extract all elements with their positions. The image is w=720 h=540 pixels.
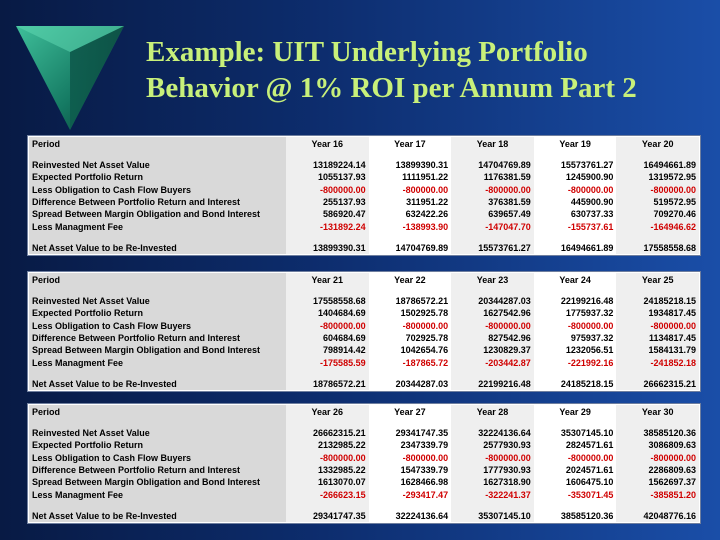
total-value-cell: 18786572.21 xyxy=(286,378,369,390)
spacer-cell xyxy=(369,286,452,295)
value-cell: 632422.26 xyxy=(369,208,452,220)
value-cell: 1606475.10 xyxy=(534,476,617,488)
value-cell: 35307145.10 xyxy=(534,427,617,439)
spacer-cell xyxy=(616,286,699,295)
value-cell: 2024571.61 xyxy=(534,464,617,476)
table-row xyxy=(29,171,699,183)
spacer-cell xyxy=(286,233,369,242)
value-cell: 604684.69 xyxy=(286,332,369,344)
spacer-row xyxy=(29,286,699,295)
spacer-cell xyxy=(29,286,286,295)
spacer-cell xyxy=(534,233,617,242)
value-cell: -187865.72 xyxy=(369,356,452,368)
value-cell: 2347339.79 xyxy=(369,439,452,451)
row-label: Less Managment Fee xyxy=(29,220,286,232)
spacer-cell xyxy=(451,150,534,159)
value-cell: -800000.00 xyxy=(369,320,452,332)
spacer-row xyxy=(29,150,699,159)
total-value-cell: 42048776.16 xyxy=(616,510,699,522)
value-cell: -800000.00 xyxy=(534,320,617,332)
value-cell: 26662315.21 xyxy=(286,427,369,439)
value-cell: 32224136.64 xyxy=(451,427,534,439)
value-cell: 1775937.32 xyxy=(534,307,617,319)
value-cell: 639657.49 xyxy=(451,208,534,220)
value-cell: -155737.61 xyxy=(534,220,617,232)
row-label: Less Managment Fee xyxy=(29,488,286,500)
header-row xyxy=(29,405,699,418)
row-label: Expected Portfolio Return xyxy=(29,307,286,319)
value-cell: 1613070.07 xyxy=(286,476,369,488)
spacer-cell xyxy=(369,150,452,159)
value-cell: 14704769.89 xyxy=(451,159,534,171)
value-cell: -800000.00 xyxy=(451,320,534,332)
value-cell: 3086809.63 xyxy=(616,439,699,451)
value-cell: 17558558.68 xyxy=(286,295,369,307)
table-row xyxy=(29,427,699,439)
row-label: Difference Between Portfolio Return and Interest xyxy=(29,464,286,476)
year-header: Year 23 xyxy=(451,273,534,286)
value-cell: 586920.47 xyxy=(286,208,369,220)
value-cell: -266623.15 xyxy=(286,488,369,500)
total-value-cell: 15573761.27 xyxy=(451,242,534,254)
value-cell: 519572.95 xyxy=(616,196,699,208)
spacer-cell xyxy=(29,418,286,427)
value-cell: 24185218.15 xyxy=(616,295,699,307)
table-row xyxy=(29,196,699,208)
spacer-cell xyxy=(451,233,534,242)
value-cell: -385851.20 xyxy=(616,488,699,500)
spacer-cell xyxy=(616,150,699,159)
year-header: Year 30 xyxy=(616,405,699,418)
table-row xyxy=(29,320,699,332)
value-cell: 1628466.98 xyxy=(369,476,452,488)
value-cell: -800000.00 xyxy=(286,184,369,196)
value-cell: 13899390.31 xyxy=(369,159,452,171)
total-value-cell: 17558558.68 xyxy=(616,242,699,254)
row-label: Expected Portfolio Return xyxy=(29,439,286,451)
value-cell: 1111951.22 xyxy=(369,171,452,183)
spacer-cell xyxy=(369,418,452,427)
row-label: Spread Between Margin Obligation and Bond Interest xyxy=(29,208,286,220)
table-row xyxy=(29,344,699,356)
total-value-cell: 38585120.36 xyxy=(534,510,617,522)
total-value-cell: 22199216.48 xyxy=(451,378,534,390)
value-cell: 1547339.79 xyxy=(369,464,452,476)
table-row xyxy=(29,159,699,171)
value-cell: 1502925.78 xyxy=(369,307,452,319)
spacer-cell xyxy=(29,369,286,378)
value-cell: 1319572.95 xyxy=(616,171,699,183)
value-cell: -800000.00 xyxy=(616,320,699,332)
value-cell: -800000.00 xyxy=(286,452,369,464)
table-years-21-25 xyxy=(28,272,700,391)
year-header: Year 19 xyxy=(534,137,617,150)
value-cell: 1562697.37 xyxy=(616,476,699,488)
period-label: Period xyxy=(29,405,286,418)
year-header: Year 25 xyxy=(616,273,699,286)
total-value-cell: 13899390.31 xyxy=(286,242,369,254)
total-row xyxy=(29,242,699,254)
value-cell: 1777930.93 xyxy=(451,464,534,476)
spacer-cell xyxy=(534,501,617,510)
value-cell: 1042654.76 xyxy=(369,344,452,356)
spacer-cell xyxy=(286,501,369,510)
total-value-cell: 29341747.35 xyxy=(286,510,369,522)
year-header: Year 24 xyxy=(534,273,617,286)
value-cell: -800000.00 xyxy=(286,320,369,332)
table-row xyxy=(29,295,699,307)
data-table xyxy=(29,405,699,522)
total-value-cell: 35307145.10 xyxy=(451,510,534,522)
row-label: Less Obligation to Cash Flow Buyers xyxy=(29,452,286,464)
year-header: Year 21 xyxy=(286,273,369,286)
value-cell: 2286809.63 xyxy=(616,464,699,476)
table-row xyxy=(29,476,699,488)
value-cell: 15573761.27 xyxy=(534,159,617,171)
period-label: Period xyxy=(29,137,286,150)
table-row xyxy=(29,184,699,196)
spacer-cell xyxy=(29,150,286,159)
total-value-cell: 16494661.89 xyxy=(534,242,617,254)
value-cell: 1584131.79 xyxy=(616,344,699,356)
total-value-cell: 26662315.21 xyxy=(616,378,699,390)
value-cell: 2132985.22 xyxy=(286,439,369,451)
spacer-cell xyxy=(616,501,699,510)
year-header: Year 28 xyxy=(451,405,534,418)
total-value-cell: 14704769.89 xyxy=(369,242,452,254)
value-cell: -800000.00 xyxy=(451,184,534,196)
value-cell: 1232056.51 xyxy=(534,344,617,356)
value-cell: 445900.90 xyxy=(534,196,617,208)
spacer-cell xyxy=(616,369,699,378)
value-cell: 709270.46 xyxy=(616,208,699,220)
header-row xyxy=(29,137,699,150)
value-cell: 1176381.59 xyxy=(451,171,534,183)
table-row xyxy=(29,452,699,464)
spacer-cell xyxy=(534,150,617,159)
spacer-row xyxy=(29,369,699,378)
value-cell: 22199216.48 xyxy=(534,295,617,307)
logo-triangle-icon xyxy=(14,22,126,132)
spacer-cell xyxy=(616,233,699,242)
value-cell: -800000.00 xyxy=(534,184,617,196)
spacer-cell xyxy=(534,286,617,295)
year-header: Year 22 xyxy=(369,273,452,286)
value-cell: 1134817.45 xyxy=(616,332,699,344)
row-label: Difference Between Portfolio Return and Interest xyxy=(29,196,286,208)
row-label: Spread Between Margin Obligation and Bond Interest xyxy=(29,344,286,356)
table-years-26-30 xyxy=(28,404,700,523)
value-cell: -203442.87 xyxy=(451,356,534,368)
value-cell: 1934817.45 xyxy=(616,307,699,319)
value-cell: 1245900.90 xyxy=(534,171,617,183)
spacer-cell xyxy=(616,418,699,427)
value-cell: -147047.70 xyxy=(451,220,534,232)
value-cell: -138993.90 xyxy=(369,220,452,232)
table-row xyxy=(29,208,699,220)
value-cell: -800000.00 xyxy=(534,452,617,464)
value-cell: 311951.22 xyxy=(369,196,452,208)
spacer-cell xyxy=(286,369,369,378)
spacer-cell xyxy=(451,286,534,295)
year-header: Year 27 xyxy=(369,405,452,418)
spacer-cell xyxy=(369,369,452,378)
value-cell: 975937.32 xyxy=(534,332,617,344)
year-header: Year 17 xyxy=(369,137,452,150)
spacer-row xyxy=(29,233,699,242)
total-label: Net Asset Value to be Re-Invested xyxy=(29,510,286,522)
value-cell: -800000.00 xyxy=(616,452,699,464)
year-header: Year 26 xyxy=(286,405,369,418)
value-cell: 255137.93 xyxy=(286,196,369,208)
value-cell: 38585120.36 xyxy=(616,427,699,439)
value-cell: 2824571.61 xyxy=(534,439,617,451)
spacer-cell xyxy=(534,369,617,378)
value-cell: -800000.00 xyxy=(616,184,699,196)
value-cell: -800000.00 xyxy=(369,184,452,196)
value-cell: -322241.37 xyxy=(451,488,534,500)
value-cell: 798914.42 xyxy=(286,344,369,356)
value-cell: 1055137.93 xyxy=(286,171,369,183)
spacer-cell xyxy=(286,150,369,159)
data-table xyxy=(29,273,699,390)
value-cell: -221992.16 xyxy=(534,356,617,368)
value-cell: 18786572.21 xyxy=(369,295,452,307)
table-years-16-20 xyxy=(28,136,700,255)
table-row xyxy=(29,220,699,232)
spacer-cell xyxy=(451,369,534,378)
row-label: Spread Between Margin Obligation and Bond Interest xyxy=(29,476,286,488)
row-label: Difference Between Portfolio Return and Interest xyxy=(29,332,286,344)
value-cell: -800000.00 xyxy=(451,452,534,464)
spacer-cell xyxy=(369,233,452,242)
slide-title xyxy=(146,34,706,106)
value-cell: -353071.45 xyxy=(534,488,617,500)
total-row xyxy=(29,510,699,522)
row-label: Reinvested Net Asset Value xyxy=(29,295,286,307)
table-row xyxy=(29,307,699,319)
value-cell: 13189224.14 xyxy=(286,159,369,171)
spacer-cell xyxy=(534,418,617,427)
value-cell: 29341747.35 xyxy=(369,427,452,439)
spacer-cell xyxy=(286,286,369,295)
spacer-cell xyxy=(29,501,286,510)
table-row xyxy=(29,356,699,368)
row-label: Expected Portfolio Return xyxy=(29,171,286,183)
value-cell: 1230829.37 xyxy=(451,344,534,356)
period-label: Period xyxy=(29,273,286,286)
table-row xyxy=(29,488,699,500)
value-cell: 630737.33 xyxy=(534,208,617,220)
spacer-row xyxy=(29,418,699,427)
spacer-row xyxy=(29,501,699,510)
value-cell: -293417.47 xyxy=(369,488,452,500)
row-label: Reinvested Net Asset Value xyxy=(29,427,286,439)
title-line-2: Behavior @ 1% ROI per Annum Part 2 xyxy=(146,72,637,104)
spacer-cell xyxy=(29,233,286,242)
year-header: Year 20 xyxy=(616,137,699,150)
value-cell: 1627542.96 xyxy=(451,307,534,319)
total-value-cell: 20344287.03 xyxy=(369,378,452,390)
table-row xyxy=(29,332,699,344)
total-label: Net Asset Value to be Re-Invested xyxy=(29,378,286,390)
total-row xyxy=(29,378,699,390)
value-cell: 20344287.03 xyxy=(451,295,534,307)
header-row xyxy=(29,273,699,286)
total-label: Net Asset Value to be Re-Invested xyxy=(29,242,286,254)
title-line-1: Example: UIT Underlying Portfolio xyxy=(146,36,588,68)
value-cell: 1627318.90 xyxy=(451,476,534,488)
value-cell: -131892.24 xyxy=(286,220,369,232)
spacer-cell xyxy=(369,501,452,510)
year-header: Year 16 xyxy=(286,137,369,150)
value-cell: -800000.00 xyxy=(369,452,452,464)
value-cell: -241852.18 xyxy=(616,356,699,368)
year-header: Year 29 xyxy=(534,405,617,418)
data-table xyxy=(29,137,699,254)
total-value-cell: 32224136.64 xyxy=(369,510,452,522)
value-cell: 376381.59 xyxy=(451,196,534,208)
row-label: Less Obligation to Cash Flow Buyers xyxy=(29,184,286,196)
row-label: Reinvested Net Asset Value xyxy=(29,159,286,171)
year-header: Year 18 xyxy=(451,137,534,150)
spacer-cell xyxy=(286,418,369,427)
value-cell: -175585.59 xyxy=(286,356,369,368)
value-cell: 1332985.22 xyxy=(286,464,369,476)
table-row xyxy=(29,464,699,476)
spacer-cell xyxy=(451,418,534,427)
value-cell: 702925.78 xyxy=(369,332,452,344)
spacer-cell xyxy=(451,501,534,510)
total-value-cell: 24185218.15 xyxy=(534,378,617,390)
value-cell: 827542.96 xyxy=(451,332,534,344)
value-cell: 16494661.89 xyxy=(616,159,699,171)
row-label: Less Obligation to Cash Flow Buyers xyxy=(29,320,286,332)
row-label: Less Managment Fee xyxy=(29,356,286,368)
table-row xyxy=(29,439,699,451)
value-cell: -164946.62 xyxy=(616,220,699,232)
value-cell: 1404684.69 xyxy=(286,307,369,319)
value-cell: 2577930.93 xyxy=(451,439,534,451)
